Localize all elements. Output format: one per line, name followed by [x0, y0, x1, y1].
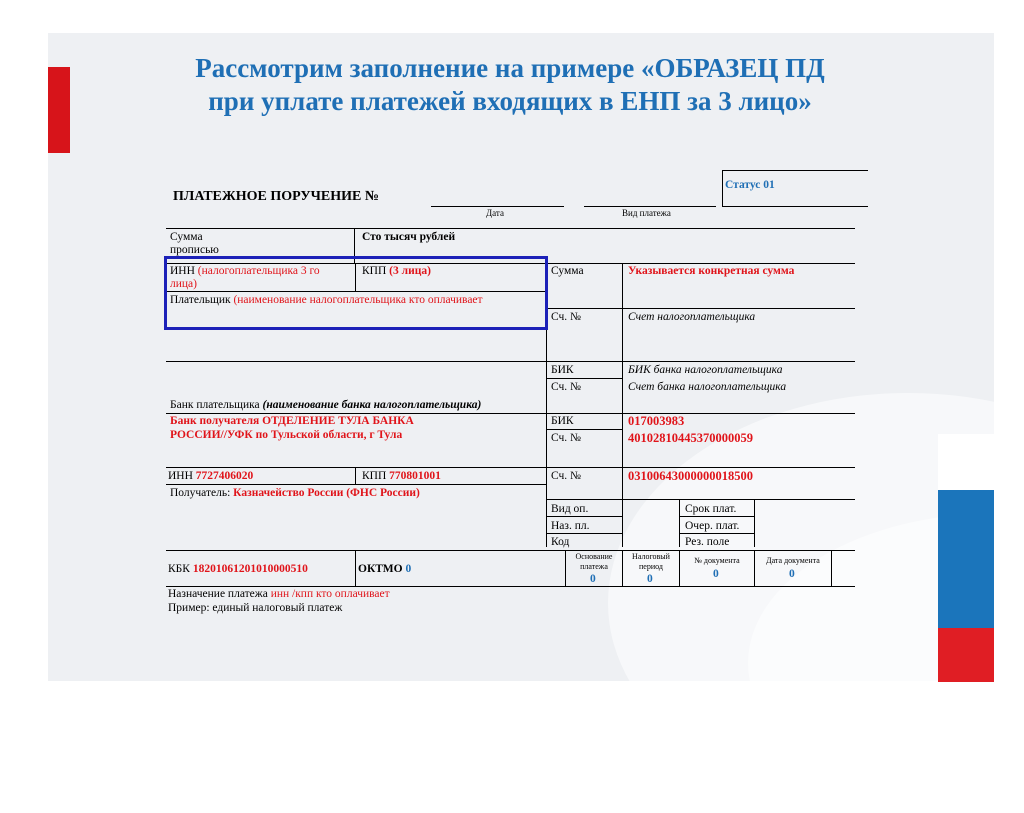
red-accent-bar — [48, 67, 70, 153]
row-line — [166, 413, 855, 414]
payer-bik-label: БИК — [551, 364, 574, 376]
recipient-bank-line-1: Банк получателя ОТДЕЛЕНИЕ ТУЛА БАНКА — [170, 415, 414, 427]
col-line — [355, 550, 356, 586]
row-line — [546, 378, 622, 379]
row-line — [166, 361, 855, 362]
recipient-kpp-field: КПП 770801001 — [362, 470, 441, 482]
kbk-field: КБК 18201061201010000510 — [168, 563, 308, 575]
col-line — [355, 467, 356, 484]
op-type-label: Вид оп. — [551, 503, 589, 515]
row-line — [679, 533, 754, 534]
sum-label: Сумма — [551, 265, 584, 277]
flag-stripe-white — [938, 434, 994, 490]
doc-no-label: № документа — [694, 556, 740, 565]
payer-bank-acct-label: Сч. № — [551, 381, 582, 393]
recipient-corr-acct-value: 40102810445370000059 — [628, 431, 753, 445]
sum-words-label-2: прописью — [170, 244, 219, 256]
doc-no-value: 0 — [713, 568, 719, 580]
status-box-top — [723, 170, 868, 171]
row-line — [166, 550, 855, 551]
highlight-box — [164, 256, 548, 330]
status-box-left — [722, 170, 723, 207]
purpose-code-label: Наз. пл. — [551, 520, 590, 532]
oktmo-field: ОКТМО 0 — [358, 563, 412, 575]
recipient-inn-field: ИНН 7727406020 — [168, 470, 254, 482]
row-line — [546, 308, 855, 309]
status-box-bottom — [723, 206, 868, 207]
recipient-acct-label: Сч. № — [551, 470, 582, 482]
recipient-bank-line-2: РОССИИ//УФК по Тульской области, г Тула — [170, 429, 403, 441]
recipient-bik-value: 017003983 — [628, 414, 685, 428]
slide-title — [120, 52, 900, 118]
sum-words-label: Сумма — [170, 231, 203, 243]
col-line — [754, 499, 755, 547]
reserve-label: Рез. поле — [685, 536, 730, 548]
example-text: Пример: единый налоговый платеж — [168, 602, 343, 614]
payer-bank-field: Банк плательщика (наименование банка налогоплательщика) — [170, 399, 482, 411]
col-line — [831, 550, 832, 586]
row-line — [546, 516, 622, 517]
purpose-field: Назначение платежа инн /кпп кто оплачивает — [168, 588, 390, 600]
recipient-field: Получатель: Казначейство России (ФНС России) — [170, 487, 420, 499]
period-label: Налоговый период — [632, 552, 670, 571]
doc-date-label: Дата документа — [766, 556, 820, 565]
status-field: Статус 01 — [725, 179, 775, 191]
flag-stripe-red — [938, 628, 994, 682]
form-heading: ПЛАТЕЖНОЕ ПОРУЧЕНИЕ № — [173, 189, 379, 204]
payer-bik-value: БИК банка налогоплательщика — [628, 364, 783, 376]
code-label: Код — [551, 536, 570, 548]
slide-title-line-2: при уплате платежей входящих в ЕНП за 3 лицо» — [208, 86, 812, 116]
slide-title-line-1: Рассмотрим заполнение на примере «ОБРАЗЕЦ ПД — [195, 53, 825, 83]
payer-inn-field: ИНН (налогоплательщика 3 го — [170, 265, 320, 277]
row-line — [166, 467, 855, 468]
row-line — [546, 533, 622, 534]
col-line — [679, 499, 680, 547]
payer-bank-acct-value: Счет банка налогоплательщика — [628, 381, 787, 393]
flag-stripe-blue — [938, 490, 994, 628]
order-label: Очер. плат. — [685, 520, 740, 532]
sum-value: Указывается конкретная сумма — [628, 265, 795, 277]
recipient-acct-value: 03100643000000018500 — [628, 469, 753, 483]
payer-inn-value-cont: лица) — [170, 278, 197, 290]
period-value: 0 — [647, 573, 653, 585]
recipient-bik-label: БИК — [551, 415, 574, 427]
payer-acct-value: Счет налогоплательщика — [628, 311, 756, 323]
doc-date-value: 0 — [789, 568, 795, 580]
row-line — [166, 228, 855, 229]
payer-kpp-field: КПП (3 лица) — [362, 265, 431, 277]
payer-acct-label: Сч. № — [551, 311, 582, 323]
col-line-main-2 — [622, 263, 623, 547]
row-line — [546, 429, 622, 430]
payer-name-field: Плательщик (наименование налогоплательщика кто оплачивает — [170, 294, 483, 306]
row-line — [679, 516, 754, 517]
basis-label: Основание платежа — [575, 552, 613, 571]
slide-background — [48, 33, 994, 681]
basis-value: 0 — [590, 573, 596, 585]
payment-type-label: Вид платежа — [622, 208, 671, 218]
date-label: Дата — [486, 208, 504, 218]
sum-words-value: Сто тысяч рублей — [362, 231, 456, 243]
row-line — [546, 499, 855, 500]
recipient-corr-acct-label: Сч. № — [551, 432, 582, 444]
row-line — [166, 484, 546, 485]
row-line — [166, 586, 855, 587]
term-label: Срок плат. — [685, 503, 737, 515]
